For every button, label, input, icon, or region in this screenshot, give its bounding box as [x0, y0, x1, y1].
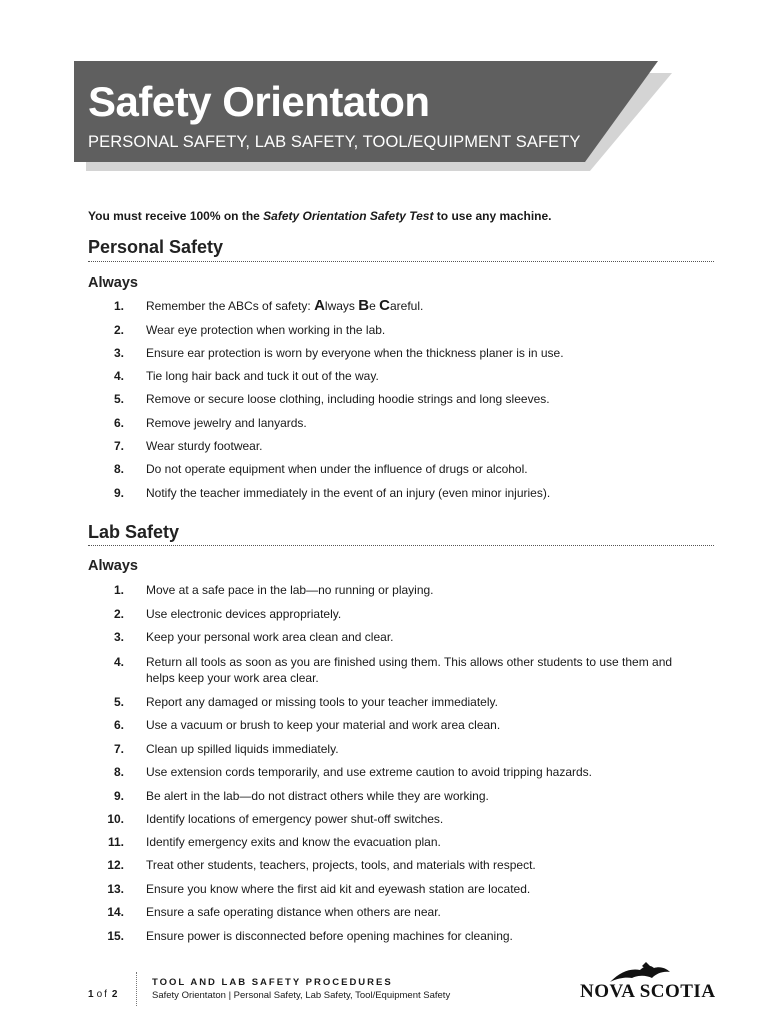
item-text: Wear eye protection when working in the lab. — [146, 323, 386, 337]
item-number: 4. — [113, 655, 124, 669]
item-number: 6. — [113, 416, 124, 430]
footer-title: TOOL AND LAB SAFETY PROCEDURES — [152, 977, 393, 988]
section-divider — [88, 261, 714, 262]
item-text: Ensure ear protection is worn by everyone when the thickness planer is in use. — [146, 346, 564, 360]
item-number: 6. — [113, 718, 124, 732]
item-text: Remember the ABCs of safety: Always Be Careful. — [146, 297, 424, 314]
nova-scotia-logo — [580, 962, 716, 1002]
section-heading-lab: Lab Safety — [88, 522, 180, 542]
item-text: Notify the teacher immediately in the event of an injury (even minor injuries). — [146, 486, 551, 500]
footer-divider — [136, 972, 137, 1006]
item-number: 7. — [113, 742, 124, 756]
item-text: Clean up spilled liquids immediately. — [146, 742, 339, 756]
item-number: 8. — [113, 765, 124, 779]
item-number: 3. — [113, 630, 124, 644]
item-text: Remove or secure loose clothing, including hoodie strings and long sleeves. — [146, 392, 550, 406]
item-number: 8. — [113, 462, 124, 476]
item-number: 4. — [113, 369, 124, 383]
page-subtitle: PERSONAL SAFETY, LAB SAFETY, TOOL/EQUIPMENT SAFETY — [88, 133, 581, 151]
item-text: Remove jewelry and lanyards. — [146, 416, 307, 430]
item-number: 11. — [107, 835, 124, 849]
item-text: Use electronic devices appropriately. — [146, 607, 342, 621]
item-number: 7. — [113, 439, 124, 453]
item-text: Return all tools as soon as you are finished using them. This allows other students to use them and helps keep your work area clear. — [146, 655, 673, 685]
item-text: Tie long hair back and tuck it out of the way. — [146, 369, 379, 383]
page-number: 1 of 2 — [88, 989, 118, 1000]
item-number: 9. — [113, 486, 124, 500]
item-number: 12. — [107, 858, 124, 872]
item-number: 3. — [113, 346, 124, 360]
item-number: 13. — [107, 882, 124, 896]
item-text: Identify locations of emergency power shut-off switches. — [146, 812, 444, 826]
subheading-always: Always — [88, 275, 138, 291]
item-number: 5. — [113, 695, 124, 709]
item-number: 2. — [113, 323, 124, 337]
item-text: Identify emergency exits and know the evacuation plan. — [146, 835, 441, 849]
item-text: Move at a safe pace in the lab—no running or playing. — [146, 583, 434, 597]
item-number: 10. — [107, 812, 124, 826]
requirement-suffix: to use any machine. — [433, 209, 552, 223]
item-number: 5. — [113, 392, 124, 406]
requirement-prefix: You must receive 100% on the — [88, 209, 264, 223]
item-number: 2. — [113, 607, 124, 621]
item-text: Ensure you know where the first aid kit and eyewash station are located. — [146, 882, 531, 896]
requirement-note — [88, 209, 552, 223]
footer-subtitle: Safety Orientaton | Personal Safety, Lab Safety, Tool/Equipment Safety — [152, 990, 451, 1001]
section-divider — [88, 545, 714, 546]
item-text: Ensure a safe operating distance when others are near. — [146, 905, 441, 919]
requirement-test-name: Safety Orientation Safety Test — [263, 209, 434, 223]
item-text: Report any damaged or missing tools to your teacher immediately. — [146, 695, 498, 709]
item-text: Wear sturdy footwear. — [146, 439, 263, 453]
item-text: Use a vacuum or brush to keep your material and work area clean. — [146, 718, 501, 732]
item-text: Be alert in the lab—do not distract others while they are working. — [146, 789, 489, 803]
item-text: Treat other students, teachers, projects, tools, and materials with respect. — [146, 858, 536, 872]
item-number: 1. — [113, 299, 124, 313]
item-text: Ensure power is disconnected before opening machines for cleaning. — [146, 929, 513, 943]
item-number: 1. — [113, 583, 124, 597]
logo-wordmark: NOVA SCOTIA — [580, 981, 716, 1002]
item-number: 14. — [107, 905, 124, 919]
page-title: Safety Orientaton — [88, 78, 430, 125]
item-number: 15. — [107, 929, 124, 943]
item-text: Do not operate equipment when under the influence of drugs or alcohol. — [146, 462, 528, 476]
item-number: 9. — [113, 789, 124, 803]
item-text: Use extension cords temporarily, and use extreme caution to avoid tripping hazards. — [146, 765, 593, 779]
section-heading-personal: Personal Safety — [88, 237, 224, 257]
subheading-always: Always — [88, 558, 138, 574]
item-text: Keep your personal work area clean and clear. — [146, 630, 394, 644]
